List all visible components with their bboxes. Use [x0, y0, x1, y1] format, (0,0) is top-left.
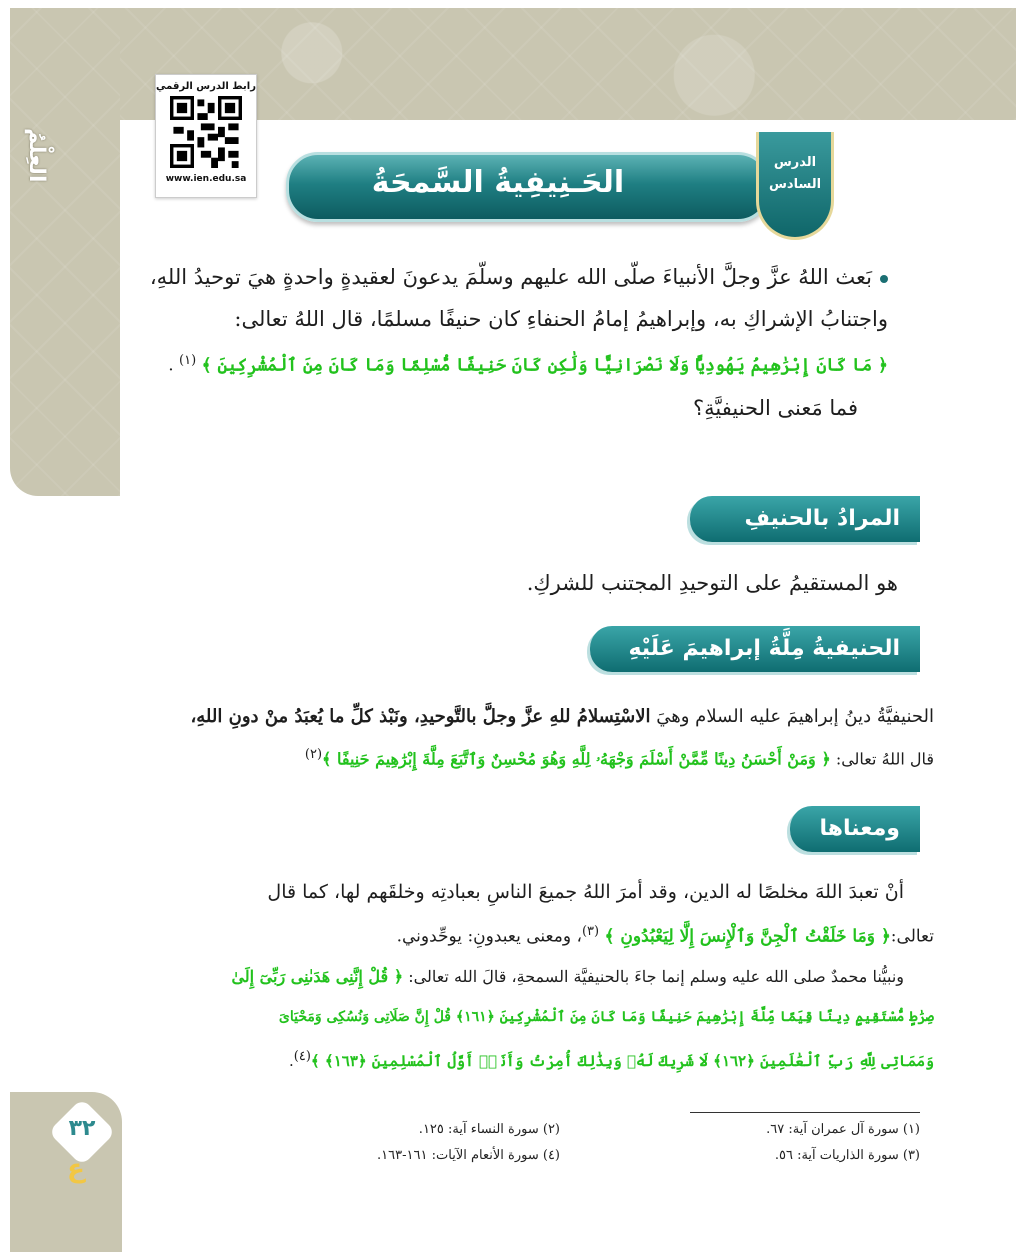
meaning-quran-verse-2b: صِرَٰطٍ مُّسْتَقِيمٍ دِينًا قِيَمًا مِّلَّةَ إِبْرَٰهِيمَ حَنِيفًا وَمَا كَانَ مِنَ ٱلْمُشْرِكِينَ ﴿١٦١﴾ قُلْ إِنَّ صَلَاتِى وَنُسُكِى وَمَحْيَاىَ — [278, 1008, 934, 1025]
meaning-quran-verse-2a: ﴿ قُلْ إِنَّنِى هَدَىٰنِى رَبِّىٓ إِلَىٰ — [231, 966, 404, 986]
lesson-title: الحَـنِيفِيةُ السَّمحَةُ — [371, 165, 625, 200]
millah-quran-verse: ﴿ وَمَنْ أَحْسَنُ دِينًا مِّمَّنْ أَسْلَمَ وَجْهَهُۥ لِلَّهِ وَهُوَ مُحْسِنٌ وَٱتَّبَعَ مِلَّةَ إِبْرَٰهِيمَ حَنِيفًا ﴾ — [322, 749, 831, 769]
intro-question: فما مَعنى الحنيفيَّةِ؟ — [693, 395, 858, 420]
footnote-4: (٤) سورة الأنعام الآيات: ١٦١-١٦٣. — [377, 1148, 560, 1163]
footnote-ref-4[interactable]: (٤) — [293, 1048, 311, 1064]
footnote-ref-2[interactable]: (٢) — [304, 747, 323, 762]
millah-paragraph — [114, 698, 934, 778]
brand-logo-icon: ع — [67, 1154, 85, 1184]
section-header-meaning: ومعناها — [790, 806, 920, 852]
footnote-2: (٢) سورة النساء آية: ١٢٥. — [418, 1122, 560, 1137]
meaning-end: . — [288, 1051, 294, 1070]
intro-paragraph — [128, 256, 888, 429]
page-number: ٣٢ — [68, 1116, 96, 1141]
footnote-1: (١) سورة آل عمران آية: ٦٧. — [766, 1122, 920, 1137]
lesson-title-banner — [286, 152, 770, 222]
meaning-paragraph — [114, 872, 934, 1081]
meaning-line-2a: تعالى: — [890, 926, 934, 947]
intro-end: . — [168, 355, 174, 376]
subject-label: العِلْمُ — [24, 128, 49, 183]
footnote-divider — [690, 1112, 920, 1113]
millah-line-1a: الحنيفيَّةُ دينُ إبراهيمَ عليه السلام وهيَ — [656, 706, 934, 727]
qr-title: رابط الدرس الرقمي — [156, 81, 256, 92]
hanif-definition: هو المستقيمُ على التوحيدِ المجتنب للشركِ. — [526, 571, 898, 595]
meaning-line-2b: ، ومعنى يعبدونِ: يوحِّدوني. — [396, 926, 582, 947]
footnote-ref-3[interactable]: (٣) — [581, 924, 600, 939]
bullet-icon — [880, 275, 888, 283]
intro-line-1: بَعث اللهُ عزَّ وجلَّ الأنبياءَ صلّى الله عليهم وسلّمَ يدعونَ لعقيدةٍ واحدةٍ هيَ توحيدُ اللهِ، — [149, 265, 872, 289]
meaning-line-1: أنْ تعبدَ اللهَ مخلصًا له الدين، وقد أمرَ اللهُ جميعَ الناسِ بعبادتِه وخلقَهم لها، كما قال — [267, 881, 904, 903]
section-header-hanif: المرادُ بالحنيفِ — [690, 496, 920, 542]
qr-card[interactable] — [155, 74, 257, 198]
millah-line-1b: الاسْتِسلامُ للهِ عزَّ وجلَّ بالتَّوحيدِ، ونَبْذ كلِّ ما يُعبَدُ منْ دونِ اللهِ، — [190, 706, 651, 727]
lesson-number: السادس — [768, 177, 822, 192]
intro-quran-verse: ﴿ مَا كَانَ إِبْرَٰهِيمُ يَهُودِيًّا وَلَا نَصْرَانِيًّا وَلَٰكِن كَانَ حَنِيفًا مُّسْلِمًا وَمَا كَانَ مِنَ ٱلْمُشْرِكِينَ ﴾ — [201, 355, 888, 376]
qr-code-icon — [170, 96, 242, 168]
intro-line-2: واجتنابُ الإشراكِ به، وإبراهيمُ إمامُ الحنفاءِ كان حنيفًا مسلمًا، قال اللهُ تعالى: — [234, 307, 888, 331]
lesson-label: الدرس — [773, 155, 817, 170]
meaning-quran-verse-2c: وَمَمَاتِى لِلَّهِ رَبِّ ٱلْعَٰلَمِينَ ﴿١٦٢﴾ لَا شَرِيكَ لَهُۥ وَبِذَٰلِكَ أُمِرْتُ وَأَنَا۠ أَوَّلُ ٱلْمُسْلِمِينَ ﴿١٦٣﴾ ﴾ — [310, 1051, 934, 1070]
meaning-quran-verse-1: ﴿ وَمَا خَلَقْتُ ٱلْجِنَّ وَٱلْإِنسَ إِلَّا لِيَعْبُدُونِ ﴾ — [604, 926, 891, 947]
footnote-ref-1[interactable]: (١) — [179, 353, 197, 368]
meaning-line-3a: ونبيُّنا محمدٌ صلى الله عليه وسلم إنما جاءَ بالحنيفيَّة السمحةِ، قالَ الله تعالى: — [408, 966, 904, 986]
lesson-number-tag — [756, 132, 834, 240]
millah-line-2a: قال اللهُ تعالى: — [835, 749, 934, 769]
qr-url[interactable]: www.ien.edu.sa — [165, 174, 247, 184]
side-decorative-band — [10, 8, 120, 496]
section-header-millah: الحنيفيةُ مِلَّةُ إبراهيمَ عَلَيْهِ السَّلَامُ — [590, 626, 920, 672]
footnote-3: (٣) سورة الذاريات آية: ٥٦. — [774, 1148, 920, 1163]
